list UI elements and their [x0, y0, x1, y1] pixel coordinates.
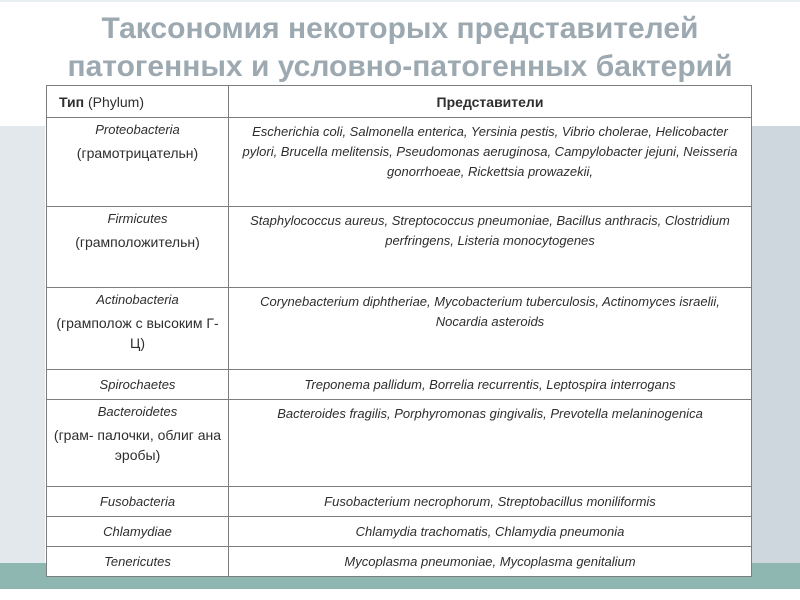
table-header-row	[47, 86, 752, 118]
table-row	[47, 207, 752, 288]
phylum-cell	[47, 517, 229, 547]
phylum-cell	[47, 370, 229, 400]
table-row	[47, 487, 752, 517]
representatives-cell: Mycoplasma pneumoniae, Mycoplasma genitalium	[229, 547, 752, 577]
phylum-name: Chlamydiae	[103, 523, 172, 539]
table-row	[47, 370, 752, 400]
slide-title-line-1: Таксономия некоторых представителей	[101, 12, 699, 45]
table-row	[47, 517, 752, 547]
header-phylum-paren: (Phylum)	[87, 93, 144, 110]
phylum-cell	[47, 288, 229, 370]
right-decor-panel	[748, 126, 800, 588]
header-representatives: Представители	[229, 86, 752, 118]
representatives-cell: Corynebacterium diphtheriae, Mycobacterium tuberculosis, Actinomyces israelii, Nocardia asteroids	[229, 288, 752, 370]
left-decor-panel	[0, 126, 45, 588]
representatives-cell: Fusobacterium necrophorum, Streptobacillus moniliformis	[229, 487, 752, 517]
phylum-name: Proteobacteria	[95, 122, 180, 137]
phylum-name: Spirochaetes	[99, 376, 176, 392]
phylum-name: Tenericutes	[104, 553, 171, 569]
top-divider	[0, 0, 800, 2]
header-phylum-label: Тип	[59, 93, 88, 110]
phylum-note: (грам- палочки, облиг анаэробы)	[53, 427, 222, 463]
slide-title	[30, 10, 770, 86]
phylum-name: Firmicutes	[107, 211, 168, 226]
representatives-cell: Chlamydia trachomatis, Chlamydia pneumonia	[229, 517, 752, 547]
phylum-cell	[47, 400, 229, 487]
representatives-cell: Escherichia coli, Salmonella enterica, Yersinia pestis, Vibrio cholerae, Helicobacter pylori, Brucella melitensis, Pseudomonas aeruginosa, Campylobacter jejuni, Neisseria gonorrhoeae, Rickettsia prowazekii,	[229, 118, 752, 207]
phylum-cell	[47, 487, 229, 517]
representatives-cell: Treponema pallidum, Borrelia recurrentis, Leptospira interrogans	[229, 370, 752, 400]
phylum-name: Fusobacteria	[99, 493, 176, 509]
taxonomy-table	[46, 85, 752, 577]
phylum-cell	[47, 118, 229, 207]
phylum-cell	[47, 547, 229, 577]
phylum-note: (грамотрицательн)	[76, 145, 199, 161]
table-row	[47, 547, 752, 577]
phylum-note: (грамположительн)	[75, 234, 200, 250]
phylum-cell	[47, 207, 229, 288]
slide-title-line-2: патогенных и условно-патогенных бактерий	[67, 50, 733, 83]
table-row	[47, 118, 752, 207]
taxonomy-table-container	[46, 85, 752, 577]
phylum-name: Actinobacteria	[96, 292, 179, 307]
table-row	[47, 400, 752, 487]
phylum-note: (грамполож с высоким Г-Ц)	[56, 315, 219, 351]
header-phylum	[47, 86, 229, 118]
representatives-cell: Staphylococcus aureus, Streptococcus pneumoniae, Bacillus anthracis, Clostridium perfringens, Listeria monocytogenes	[229, 207, 752, 288]
table-row	[47, 288, 752, 370]
representatives-cell: Bacteroides fragilis, Porphyromonas gingivalis, Prevotella melaninogenica	[229, 400, 752, 487]
phylum-name: Bacteroidetes	[97, 404, 178, 419]
